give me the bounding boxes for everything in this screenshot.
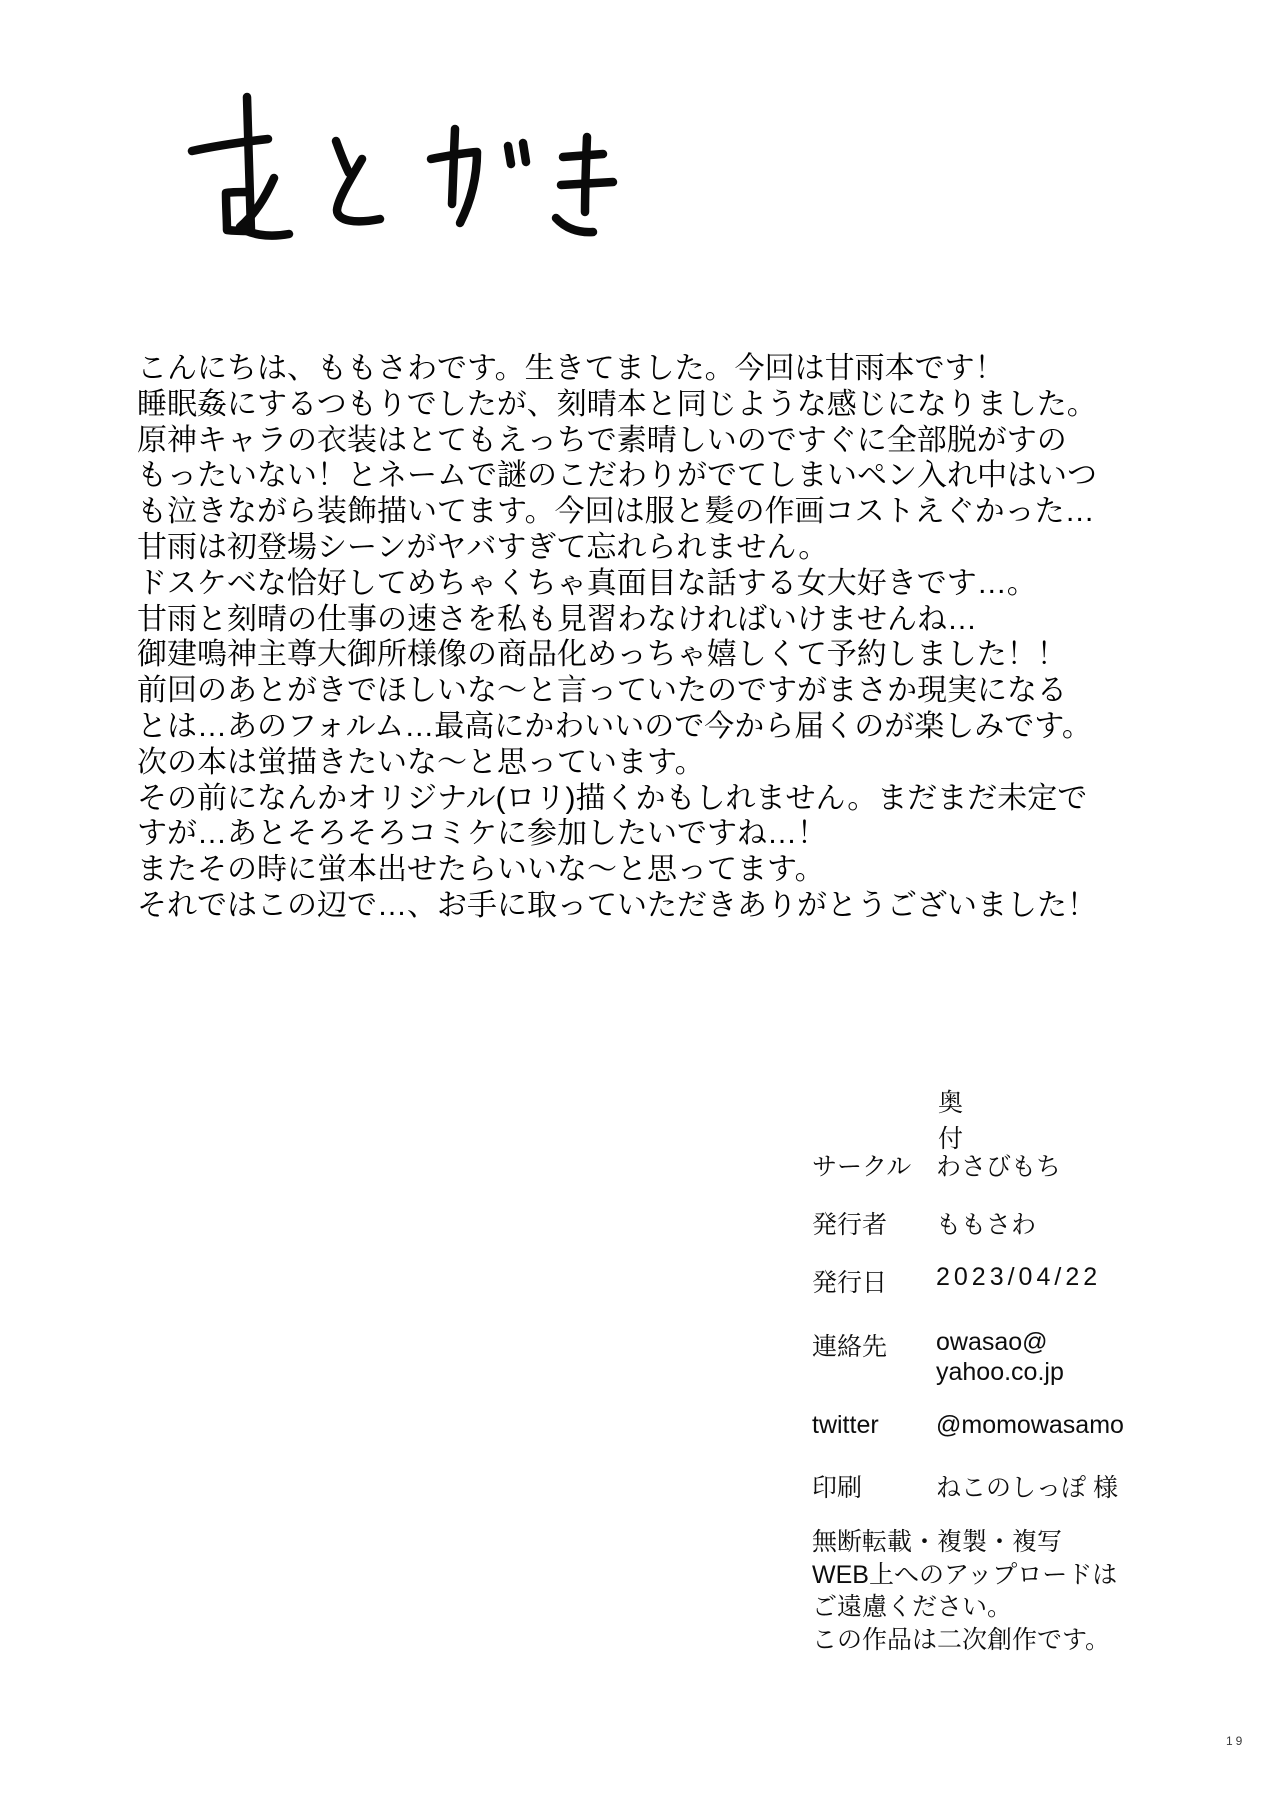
afterword-text <box>137 351 1097 924</box>
page-number: 19 <box>1226 1734 1246 1748</box>
afterword-line: も泣きながら装飾描いてます。今回は服と髪の作画コストえぐかった… <box>137 495 1095 529</box>
colophon-value: 2023/04/22 <box>936 1263 1102 1291</box>
afterword-line: 甘雨は初登場シーンがヤバすぎて忘れられません。 <box>137 530 829 564</box>
afterword-line: またその時に蛍本出せたらいいな～と思ってます。 <box>137 853 825 887</box>
colophon-value: わさびもち <box>936 1153 1062 1181</box>
title-stroke <box>561 182 613 185</box>
title-stroke <box>563 154 603 157</box>
title-stroke <box>556 218 593 232</box>
afterword-line: もったいない！とネームで謎のこだわりがでてしまいペン入れ中はいつ <box>137 459 1097 493</box>
colophon-value <box>936 1327 1064 1387</box>
notice-line: この作品は二次創作です。 <box>812 1625 1111 1654</box>
colophon-row-circle <box>812 1147 1061 1183</box>
contact-line2: yahoo.co.jp <box>936 1358 1064 1386</box>
title-stroke <box>452 129 455 204</box>
colophon-row-printer <box>812 1468 1118 1504</box>
colophon-row-date <box>812 1263 1101 1299</box>
afterword-line: 次の本は蛍描きたいな～と思っています。 <box>137 745 705 779</box>
notice-line: 無断転載・複製・複写 <box>812 1528 1063 1556</box>
colophon-label: twitter <box>812 1411 879 1439</box>
afterword-line: こんにちは、ももさわです。生きてました。今回は甘雨本です！ <box>137 352 1005 385</box>
reproduction-notice <box>812 1526 1117 1656</box>
title-stroke <box>192 139 268 151</box>
notice-line: WEB上へのアップロードは <box>812 1560 1118 1589</box>
afterword-line: 御建鳴神主尊大御所様像の商品化めっちゃ嬉しくて予約しました！！ <box>137 638 1067 672</box>
colophon-label: 印刷 <box>812 1474 863 1502</box>
colophon-label: 連絡先 <box>812 1333 888 1361</box>
colophon-row-twitter <box>812 1411 1124 1440</box>
afterword-line: 原神キャラの衣装はとてもえっちで素晴しいのですぐに全部脱がすの <box>137 423 1067 457</box>
afterword-line: 睡眠姦にするつもりでしたが、刻晴本と同じような感じになりました。 <box>137 387 1097 421</box>
afterword-line: それではこの辺で…、お手に取っていただきありがとうございました！ <box>137 888 1097 922</box>
title-stroke <box>523 143 526 162</box>
colophon-label: サークル <box>812 1153 912 1181</box>
afterword-line: 前回のあとがきでほしいな～と言っていたのですがまさか現実になる <box>137 674 1067 708</box>
colophon-row-author <box>812 1205 1036 1241</box>
handwritten-title <box>0 0 1280 300</box>
colophon-row-contact <box>812 1327 1064 1387</box>
afterword-line: すが…あとそろそろコミケに参加したいですね…！ <box>137 817 827 851</box>
title-stroke <box>336 141 349 173</box>
colophon-value: ねこのしっぽ 様 <box>936 1474 1118 1502</box>
colophon-value: ももさわ <box>936 1211 1037 1239</box>
afterword-line: その前になんかオリジナル(ロリ)描くかもしれません。まだまだ未定で <box>137 781 1088 815</box>
colophon-value: @momowasamo <box>936 1411 1124 1439</box>
title-stroke <box>508 146 511 164</box>
afterword-line: 甘雨と刻晴の仕事の速さを私も見習わなければいけませんね… <box>137 602 977 636</box>
colophon-label: 発行者 <box>812 1211 888 1239</box>
contact-line1: owasao@ <box>936 1328 1048 1356</box>
colophon-label: 発行日 <box>812 1269 888 1297</box>
afterword-line: とは…あのフォルム…最高にかわいいので今から届くのが楽しみです。 <box>137 709 1092 743</box>
notice-line: ご遠慮ください。 <box>812 1593 1013 1621</box>
colophon-heading: 奥付 <box>938 1089 964 1153</box>
afterword-line: ドスケベな恰好してめちゃくちゃ真面目な話する女大好きです…。 <box>137 566 1037 600</box>
title-stroke <box>585 137 587 212</box>
